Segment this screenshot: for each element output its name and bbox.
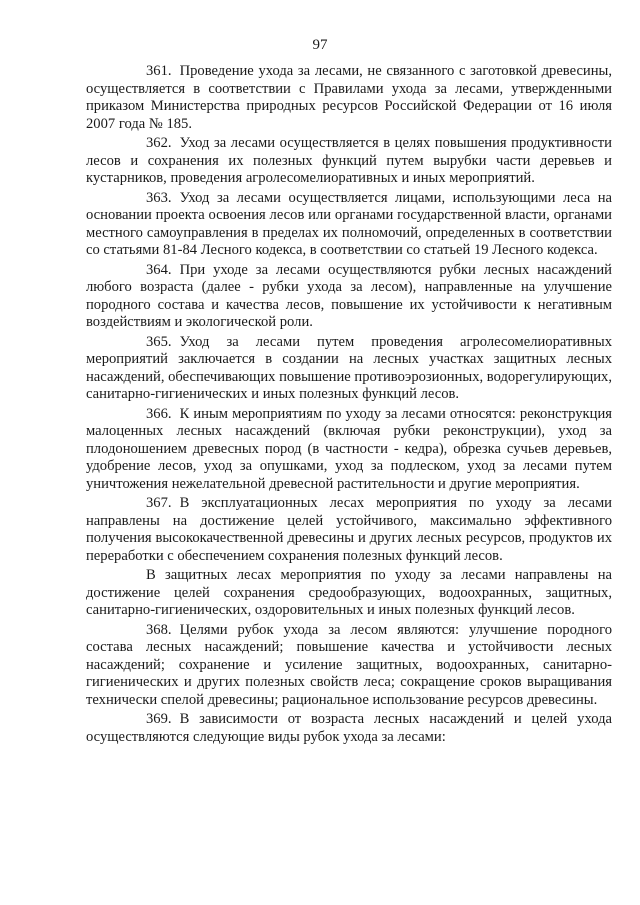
paragraph-text: В эксплуатационных лесах мероприятия по уходу за лесами направлены на достижение целей устойчивого, максимально эффективного получения высококачественной древесины и других лесных ресурсов, продуктов их переработки с обеспечением сохранения полезных функций лесов. [86,495,612,564]
page-number: 97 [312,37,328,53]
paragraph-368 [86,622,612,710]
paragraph-365 [86,334,612,404]
document-body [86,63,612,748]
paragraph-367 [86,495,612,565]
paragraph-text: Уход за лесами осуществляется лицами, использующими леса на основании проекта освоения лесов или органами государственной власти, органами местного самоуправления в пределах их полномочий, определенных в соответствии со статьями 81-84 Лесного кодекса, в соответствии со статьей 19 Лесного кодекса. [86,189,612,258]
paragraph-number: 369. [146,711,172,727]
paragraph-number: 364. [146,261,172,278]
paragraph-number: 368. [146,621,172,638]
paragraph-number: 366. [146,405,172,422]
paragraph-366 [86,406,612,494]
paragraph-text: При уходе за лесами осуществляются рубки лесных насаждений любого возраста (далее - рубки ухода за лесом), направленные на улучшение породного состава и качества лесов, повышение их устойчивости к негативным воздействиям и экологической роли. [86,261,612,330]
paragraph-text: Целями рубок ухода за лесом являются: улучшение породного состава лесных насаждений; повышение качества и устойчивости лесных насаждений; сохранение и усиление защитных, водоохранных, санитарно-гигиенических и других полезных свойств леса; сокращение сроков выращивания технически спелой древесины; рациональное использование ресурсов древесины. [86,621,612,708]
paragraph-363 [86,190,612,260]
paragraph-number: 367. [146,495,172,511]
paragraph-text: В зависимости от возраста лесных насаждений и целей ухода осуществляются следующие виды рубок ухода за лесами: [86,711,612,745]
paragraph-367-protective-forests [86,567,612,620]
paragraph-369 [86,711,612,746]
paragraph-number: 363. [146,189,172,206]
paragraph-text: Уход за лесами путем проведения агролесомелиоративных мероприятий заключается в создании на лесных участках защитных лесных насаждений, обеспечивающих повышение противоэрозионных, водорегулирующих, санитарно-гигиенических и иных полезных функций лесов. [86,333,612,402]
paragraph-text: Уход за лесами осуществляется в целях повышения продуктивности лесов и сохранения их полезных функций путем вырубки части деревьев и кустарников, проведения агролесомелиоративных и иных мероприятий. [86,135,612,186]
paragraph-361 [86,63,612,133]
paragraph-number: 365. [146,333,172,350]
paragraph-text: К иным мероприятиям по уходу за лесами относятся: реконструкция малоценных лесных насаждений (включая рубки реконструкции), уход за плодоношением древесных пород (в частности - кедра), обрезка сучьев деревьев, удобрение лесов, уход за опушками, уход за подлеском, уход за лесами путем уничтожения нежелательной древесной растительности и другие мероприятия. [86,405,612,492]
paragraph-text: Проведение ухода за лесами, не связанного с заготовкой древесины, осуществляется в соответствии с Правилами ухода за лесами, утвержденными приказом Министерства природных ресурсов Российской Федерации от 16 июля 2007 года № 185. [86,63,612,132]
paragraph-number: 362. [146,135,172,151]
paragraph-362 [86,135,612,188]
paragraph-number: 361. [146,63,172,79]
paragraph-text: В защитных лесах мероприятия по уходу за лесами направлены на достижение целей сохранения средообразующих, водоохранных, защитных, санитарно-гигиенических, оздоровительных и иных полезных функций лесов. [86,567,612,618]
paragraph-364 [86,262,612,332]
